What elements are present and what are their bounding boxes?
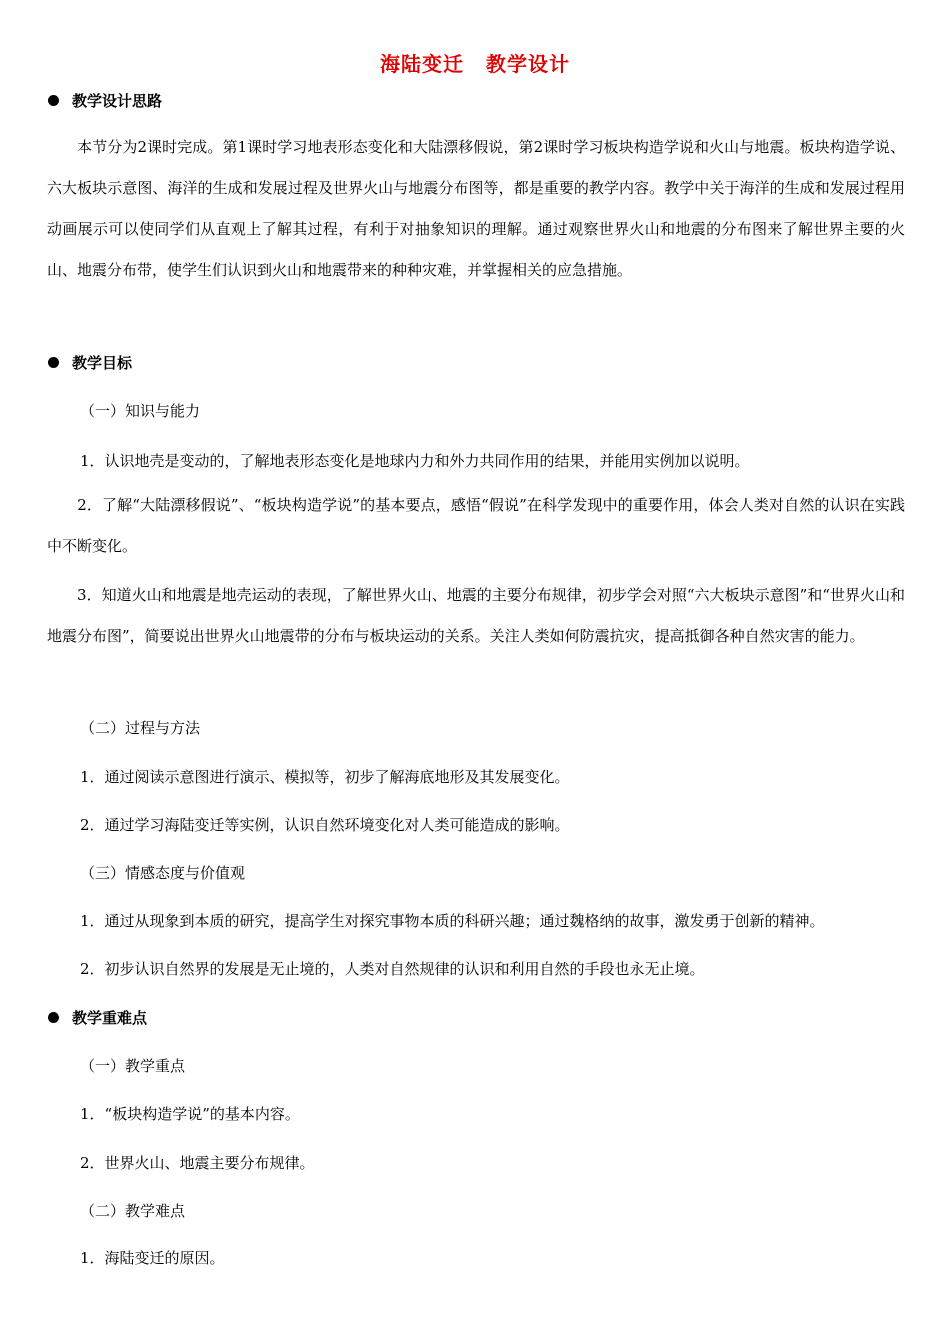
design-idea-paragraph: 本节分为2课时完成。第1课时学习地表形态变化和大陆漂移假说，第2课时学习板块构造学说和火山与地震。板块构造学说、六大板块示意图、海洋的生成和发展过程及世界火山与地震分布图等，都是重要的教学内容。教学中关于海洋的生成和发展过程用动画展示可以使同学们从直观上了解其过程，有利于对抽象知识的理解。通过观察世界火山和地震的分布图来了解世界主要的火山、地震分布带，使学生们认识到火山和地震带来的种种灾难，并掌握相关的应急措施。 xyxy=(47,138,905,279)
subheading-key-points: （一）教学重点 xyxy=(80,1057,186,1075)
bullet-icon xyxy=(48,95,59,106)
title-type: 教学设计 xyxy=(486,52,570,76)
objective-item: 2．初步认识自然界的发展是无止境的，人类对自然规律的认识和利用自然的手段也永无止境。 xyxy=(80,960,705,978)
title-topic: 海陆变迁 xyxy=(380,52,464,76)
bullet-icon xyxy=(48,357,59,368)
objective-item: 3．知道火山和地震是地壳运动的表现，了解世界火山、地震的主要分布规律，初步学会对照“六大板块示意图”和“世界火山和地震分布图”，简要说出世界火山地震带的分布与板块运动的关系。关注人类如何防震抗灾，提高抵御各种自然灾害的能力。 xyxy=(47,586,905,645)
page-title xyxy=(0,48,950,77)
objective-item: 2．了解“大陆漂移假说”、“板块构造学说”的基本要点，感悟“假说”在科学发现中的重要作用，体会人类对自然的认识在实践中不断变化。 xyxy=(47,496,905,555)
objective-item: 1．认识地壳是变动的，了解地表形态变化是地球内力和外力共同作用的结果，并能用实例加以说明。 xyxy=(80,452,750,470)
subheading-process-method: （二）过程与方法 xyxy=(80,719,201,737)
key-point-item: 1．“板块构造学说”的基本内容。 xyxy=(80,1105,300,1123)
subheading-difficult-points: （二）教学难点 xyxy=(80,1202,186,1220)
section-heading-key-difficult: 教学重难点 xyxy=(48,1007,147,1028)
section-heading-design-idea: 教学设计思路 xyxy=(48,90,162,111)
subheading-emotion-values: （三）情感态度与价值观 xyxy=(80,864,246,882)
difficult-point-item: 1．海陆变迁的原因。 xyxy=(80,1249,225,1267)
section-heading-objectives: 教学目标 xyxy=(48,352,132,373)
key-point-item: 2．世界火山、地震主要分布规律。 xyxy=(80,1154,315,1172)
objective-item: 1．通过从现象到本质的研究，提高学生对探究事物本质的科研兴趣；通过魏格纳的故事，激发勇于创新的精神。 xyxy=(80,912,825,930)
objective-item: 2．通过学习海陆变迁等实例，认识自然环境变化对人类可能造成的影响。 xyxy=(80,816,570,834)
subheading-knowledge-ability: （一）知识与能力 xyxy=(80,402,201,420)
bullet-icon xyxy=(48,1012,59,1023)
objective-item: 1．通过阅读示意图进行演示、模拟等，初步了解海底地形及其发展变化。 xyxy=(80,768,570,786)
